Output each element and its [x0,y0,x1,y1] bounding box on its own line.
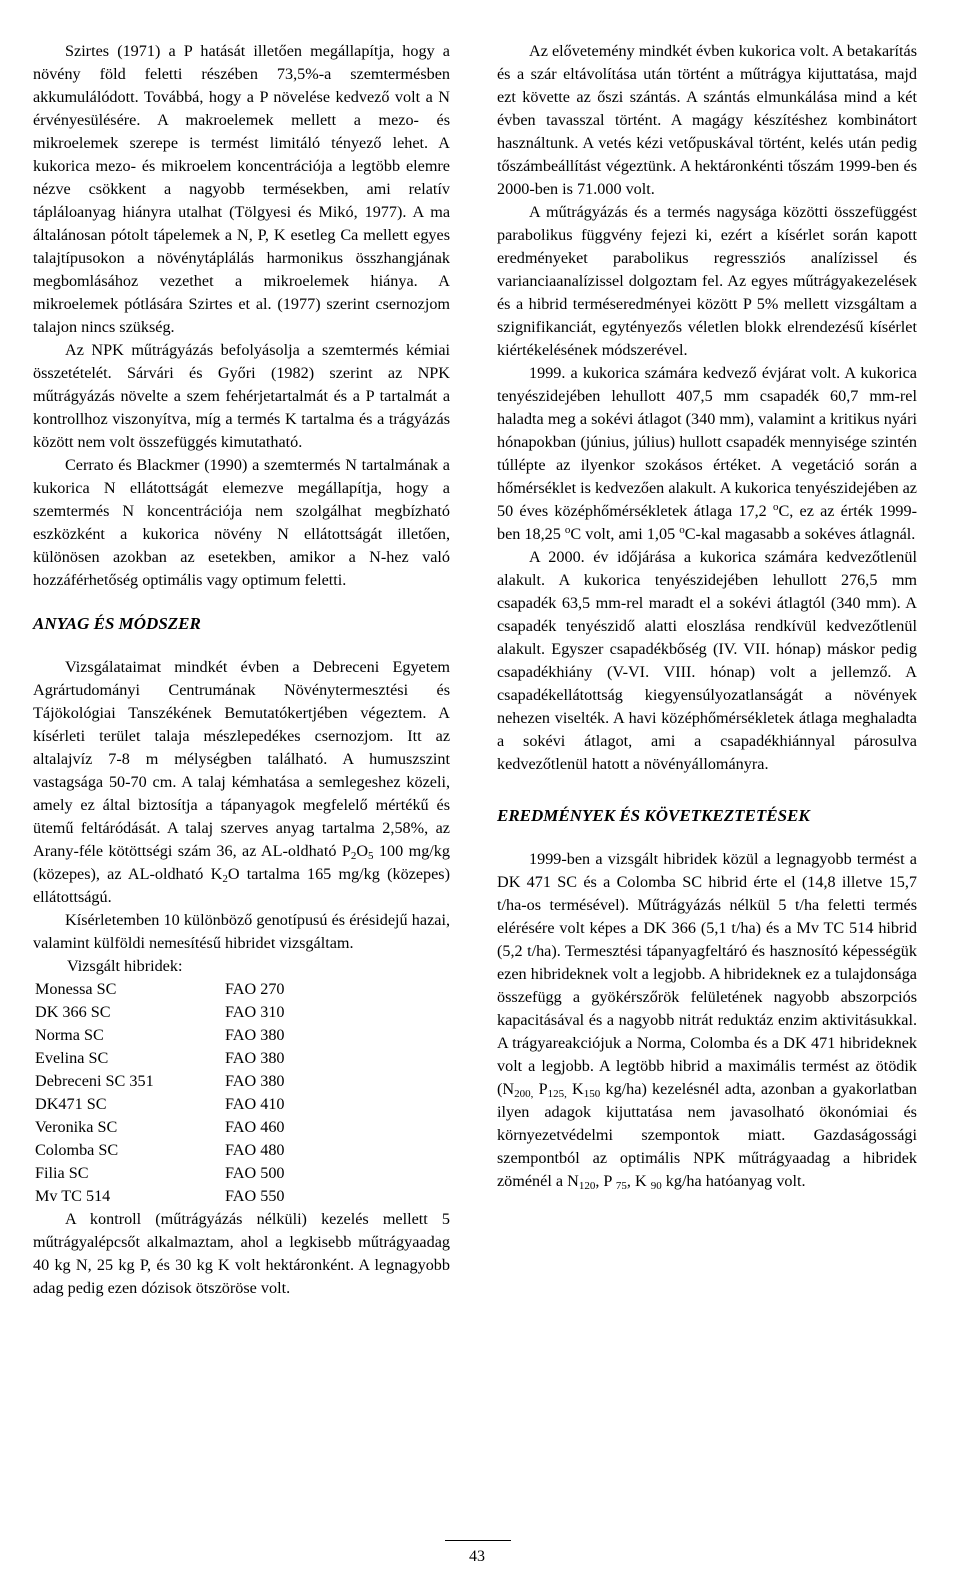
hybrids-label: Vizsgált hibridek: [67,957,183,975]
hybrid-fao: FAO 550 [225,1187,285,1205]
subscript: 150 [583,1088,601,1100]
hybrid-fao: FAO 380 [225,1049,285,1067]
hybrid-name: Evelina SC [35,1049,109,1067]
text-span: A mikroelemek pótlására Szirtes et al. (1977) szerint csernozjom talajon nincs szükség. [33,272,450,336]
text-span: P [533,1080,548,1098]
text-span: C-kal magasabb a sokéves átlagnál. [684,525,916,543]
left-column [33,40,450,1300]
hybrid-name: Filia SC [35,1164,89,1182]
page-number: 43 [469,1548,485,1565]
text-span: kg/ha hatóanyag volt. [661,1172,806,1190]
section-heading: EREDMÉNYEK ÉS KÖVETKEZTETÉSEK [497,806,810,825]
paragraph: Kísérletemben 10 különböző genotípusú és érésidejű hazai, valamint külföldi nemesítésű hibridet vizsgáltam. [33,911,450,952]
text-span: Vizsgálataimat mindkét évben a Debreceni Egyetem Agrártudományi Centrumának Növénytermesztési és Tájökológiai Tanszékének Bemutatókertjében végeztem. A kísérleti terület talaja mészlepedékes csernozjom. Itt az altalajvíz 7-8 m mélységben található. A humuszszint vastagsága 50-70 cm. A talaj kémhatása a semlegeshez közeli, amely ez által biztosítja a tápanyagok megfelelő mértékű és ütemű feltáródását. A talaj szerves anyag tartalma 2,58%, az Arany-féle kötöttségi szám 36, az AL-oldható P [33,658,450,860]
paragraph: Az NPK műtrágyázás befolyásolja a szemtermés kémiai összetételét. Sárvári és Győri (1982) szerint az NPK műtrágyázás növelte a szem fehérjetartalmát és a P tartalmát a kontrollhoz viszonyítva, míg a termés K tartalma és a trágyázás között nem volt összefüggés kimutatható. [33,341,450,451]
hybrid-fao: FAO 380 [225,1072,285,1090]
text-span: 1999. a kukorica számára kedvező évjárat volt. A kukorica tenyészidejében lehullott 407,5 mm csapadék 60,7 mm-rel haladta meg a sokévi átlagot (340 mm), valamint a kritikus nyári hónapokban (június, július) hullott csapadék mennyisége szintén túllépte az ilyenkor szokásos értéket. A vegetáció során a hőmérséklet is kedvezően alakult. A kukorica tenyészidejében az 50 éves középhőmérsékletek átlaga 17,2 [497,364,917,520]
hybrid-row [35,1185,450,1208]
hybrid-name: Mv TC 514 [35,1187,111,1205]
hybrid-row [35,1139,450,1162]
text-span: 1999-ben a vizsgált hibridek közül a legnagyobb termést a DK 471 SC és a Colomba SC hibrid érte el (14,8 illetve 15,7 t/ha-os termésével). Műtrágyázás nélkül 5 t/ha feletti termés elérésére volt képes a DK 366 (5,1 t/ha) és a Mv TC 514 hibrid (5,2 t/ha). Termesztési tápanyagfeltáró és hasznosító képességük ezen hibrideknek volt a legjobb. A hibrideknek ez a tulajdonsága összefügg a gyökérszőrök felületének nagyobb abszorpciós kapacitásával és a nagyobb nitrát reduktáz enzim aktivitásukkal. A trágyareakciójuk a Norma, Colomba és a DK 471 hibrideknek volt a legjobb. A legtöbb hibrid a maximális termést az ötödik (N [497,850,917,1098]
subscript: 125, [547,1088,567,1100]
text-span: Szirtes (1971) a P hatását illetően megállapítja, hogy a növény föld feletti részében 73,5%-a szemtermésben akkumulálódott. Továbbá, hogy a P növelése kedvező volt a N érvényesülésére. A makroelemek mellett a mezo- és mikroelemek szerepe is termést limitáló tényező lehet. [33,42,450,152]
superscript: o [564,524,571,536]
text-span: O tartalma 165 mg/kg (közepes) ellátottságú. [33,865,450,906]
hybrid-row [35,1162,450,1185]
hybrid-fao: FAO 480 [225,1141,285,1159]
text-span: 100 mg/kg (közepes), az AL-oldható K [33,842,450,883]
text-span: C volt, ami 1,05 [570,525,680,543]
section-heading: ANYAG ÉS MÓDSZER [33,614,201,633]
text-span: C, ez az érték 1999-ben 18,25 [497,502,917,543]
hybrid-name: Monessa SC [35,980,117,998]
superscript: o [679,524,685,536]
text-span: O [356,842,369,860]
footer-rule [445,1540,511,1541]
subscript: 2 [350,850,357,862]
paragraph [497,848,917,1193]
hybrid-fao: FAO 410 [225,1095,285,1113]
hybrid-name: Norma SC [35,1026,104,1044]
superscript: o [772,501,779,513]
paragraph: A műtrágyázás és a termés nagysága közötti összefüggést parabolikus függvény fejezi ki, ezért a kísérlet során kapott eredményeket parabolikus regressziós analízissel és varianciaanalízissel dolgoztam fel. Az egyes műtrágyakezelések és a hibrid terméseredményei között P 5% mellett vizsgáltam a szignifikanciát, egytényezős véletlen blokk elrendezésű kísérlet kiértékelésének módszerével. [497,203,917,359]
hybrid-list [33,978,450,1208]
text-span: kg/ha) kezelésnél adta, azonban a gyakorlatban ilyen adagok kijuttatása nem javasolható ökonómiai és környezetvédelmi szempontok miatt. Gazdaságossági szempontból az optimális NPK műtrágyaadag a hibridek zöménél a N [497,1080,917,1190]
paragraph [497,362,917,546]
subscript: 90 [650,1180,662,1192]
hybrid-name: Veronika SC [35,1118,118,1136]
paragraph: A kontroll (műtrágyázás nélküli) kezelés mellett 5 műtrágyalépcsőt alkalmaztam, ahol a legkisebb műtrágyaadag 40 kg N, 25 kg P, és 30 kg K volt hektáronként. A legnagyobb adag pedig ezen dózisok ötszöröse volt. [33,1210,450,1297]
hybrid-name: DK471 SC [35,1095,107,1113]
subscript: 75 [615,1180,627,1192]
hybrid-row [35,1070,450,1093]
hybrid-row [35,1001,450,1024]
text-span: , P [595,1172,616,1190]
hybrid-name: DK 366 SC [35,1003,111,1021]
hybrid-fao: FAO 310 [225,1003,285,1021]
hybrid-row [35,1024,450,1047]
hybrid-fao: FAO 380 [225,1026,285,1044]
hybrid-row [35,1093,450,1116]
subscript: 120 [578,1180,596,1192]
hybrid-name: Debreceni SC 351 [35,1072,154,1090]
paragraph: Az elővetemény mindkét évben kukorica volt. A betakarítás és a szár eltávolítása után történt a műtrágya kijuttatása, majd ezt követte az őszi szántás. A szántás elmunkálása mind a két évben tavasszal történt. A magágy készítéshez kombinátort használtunk. A vetés kézi vetőpuskával történt, kelés után pedig tőszámbeállítást végeztünk. A hektáronkénti tőszám 1999-ben és 2000-ben is 71.000 volt. [497,42,917,198]
text-span: K [566,1080,584,1098]
hybrid-fao: FAO 270 [225,980,285,998]
text-span: A ma általánosan pótolt tápelemek a N, P, K esetleg Ca mellett egyes talajtípusokon a növénytáplálás harmonikus összhangjának megbomlásához vezethet a mikroelemek hiánya. [33,203,451,290]
hybrid-fao: FAO 500 [225,1164,285,1182]
paragraph: Cerrato és Blackmer (1990) a szemtermés N tartalmának a kukorica N ellátottságát elemezve megállapítja, hogy a szemtermés N koncentrációja nem szolgálhat megbízható eszközként a kukorica növény N ellátottságát illetően, különösen azokban az esetekben, amikor a N-hez való hozzáférhetőség optimális vagy optimum feletti. [33,456,450,589]
subscript: 200, [514,1088,534,1100]
hybrid-row [35,1116,450,1139]
hybrid-row [35,978,450,1001]
subscript: 5 [368,850,374,862]
hybrid-name: Colomba SC [35,1141,119,1159]
hybrid-row [35,1047,450,1070]
paragraph: A 2000. év időjárása a kukorica számára kedvezőtlenül alakult. A kukorica tenyészidejében lehullott 276,5 mm csapadék 63,5 mm-rel maradt el a sokévi átlagtól (340 mm). A csapadék tenyészidő alatti eloszlása rendkívül kedvezőtlenül alakult. Egyszer csapadékbőség (IV. VII. hónap) máskor pedig csapadékhiány (V-VI. VIII. hónap) volt a jellemző. A csapadékellátottság kiegyensúlyozatlanságát a növények nehezen viselték. A havi középhőmérsékletek átlaga meghaladta a sokévi átlagot, ami a csapadékhiánnyal párosulva kedvezőtlenül hatott a növényállományra. [497,548,917,773]
text-span: , K [626,1172,651,1190]
subscript: 2 [222,873,228,885]
paragraph [33,40,450,339]
hybrid-fao: FAO 460 [225,1118,285,1136]
paragraph [33,656,450,909]
text-span: A kukorica mezo- és mikroelem koncentrációja a legtöbb elemre nézve csökkent a nagyobb termésekben, ami relatív tápláloanyag hiányra utalhat (Tölgyesi és Mikó, 1977). [33,134,450,221]
right-column [497,40,917,1193]
